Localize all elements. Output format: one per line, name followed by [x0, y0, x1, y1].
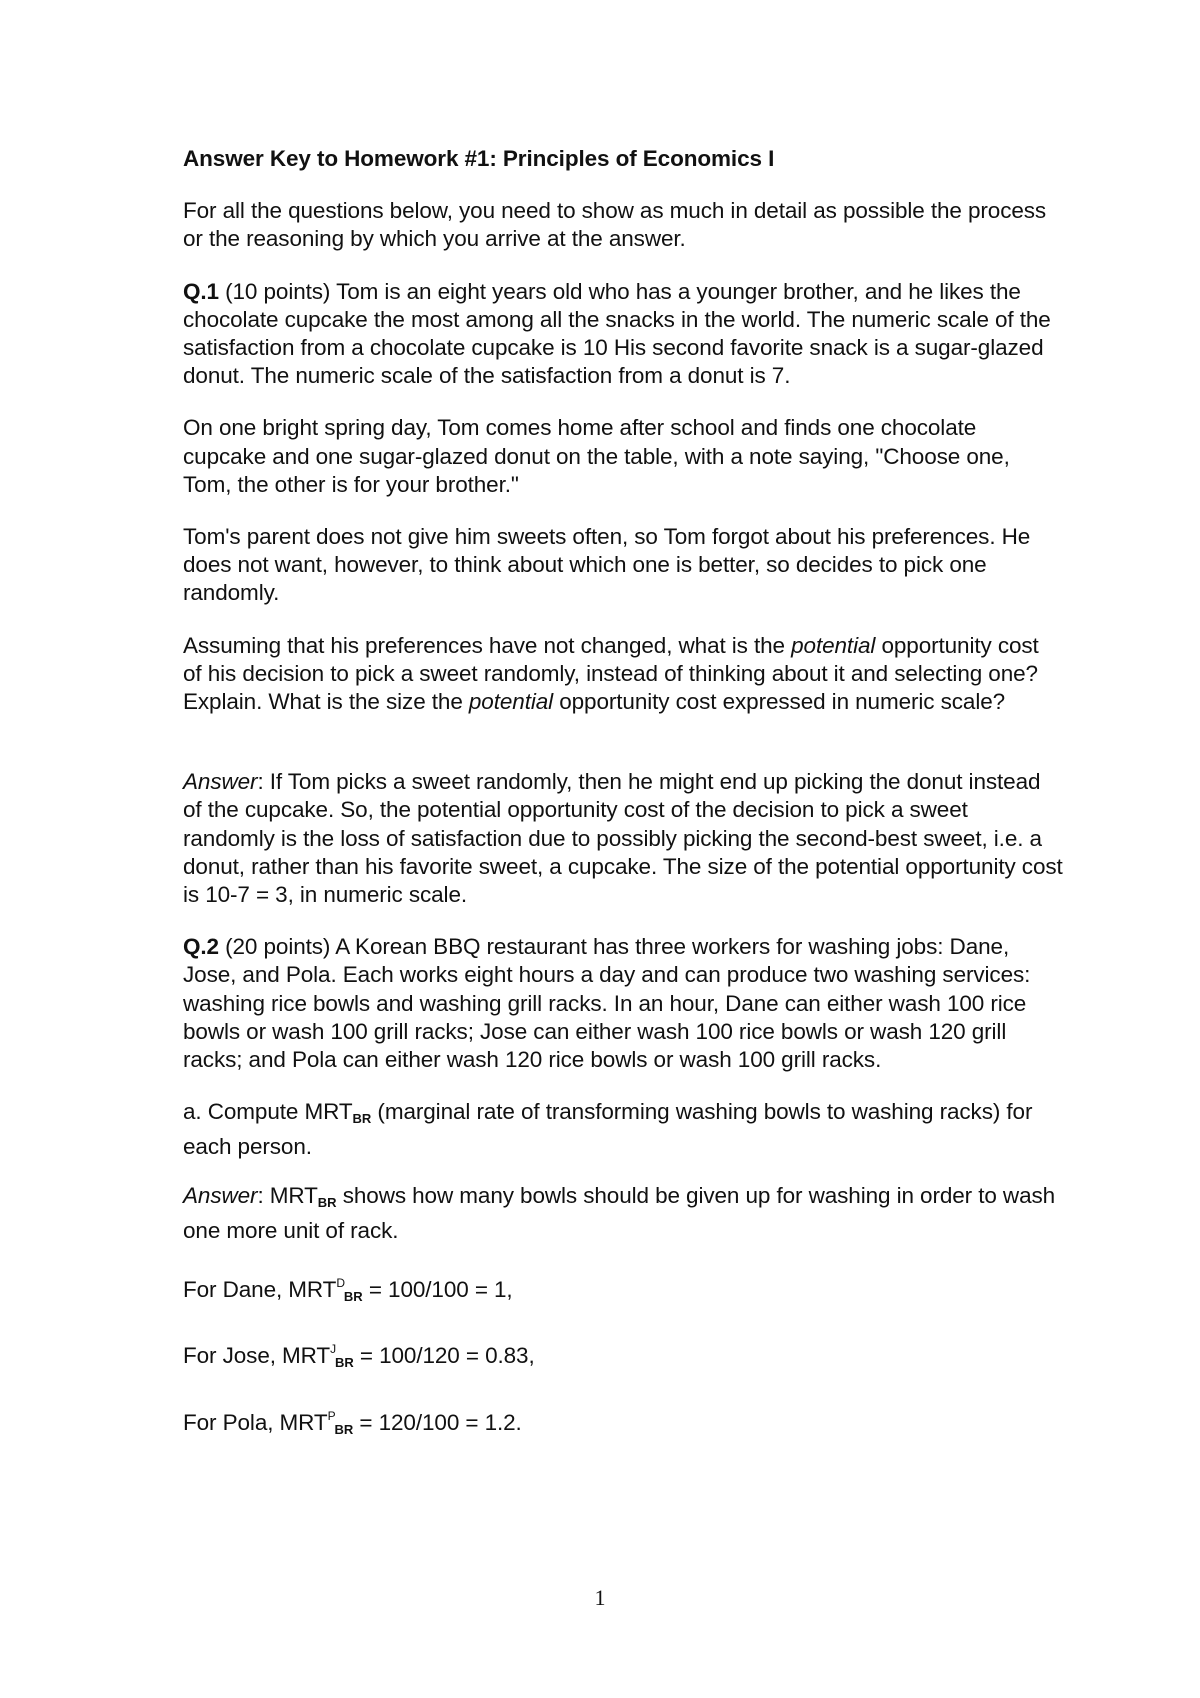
- q2-question: [183, 933, 1063, 1074]
- q2-answer-label: Answer: [183, 1182, 258, 1208]
- q1-label: Q.1: [183, 278, 219, 304]
- q1-p4-text-c: opportunity cost expressed in numeric scale?: [553, 689, 1006, 715]
- mrt-superscript: J: [330, 1342, 336, 1357]
- document-title: Answer Key to Homework #1: Principles of Economics I: [183, 146, 775, 171]
- instructions-paragraph: For all the questions below, you need to show as much in detail as possible the process or the reasoning by which you arrive at the answer.: [183, 198, 1047, 252]
- q2-answer: [183, 1182, 1063, 1245]
- mrt-jose-value: = 100/120 = 0.83,: [353, 1343, 535, 1369]
- q1-paragraph-3: Tom's parent does not give him sweets often, so Tom forgot about his preferences. He does not want, however, to think about which one is better, so decides to pick one randomly.: [183, 524, 1031, 606]
- page-content: [183, 145, 1063, 1444]
- q2-label: Q.2: [183, 934, 219, 960]
- mrt-subscript: BR: [334, 1355, 354, 1371]
- q1-answer: [183, 768, 1063, 909]
- mrt-superscript: D: [336, 1276, 345, 1291]
- q1-answer-text: : If Tom picks a sweet randomly, then he might end up picking the donut instead of the cupcake. So, the potential opportunity cost of the decision to pick a sweet randomly is the loss of satisfaction due to possibly picking the second-best sweet, i.e. a donut, rather than his favorite sweet, a cupcake. The size of the potential opportunity cost is 10-7 = 3, in numeric scale.: [183, 769, 1063, 908]
- q1-points: (10 points): [218, 278, 331, 304]
- q2-answer-suffix: shows how many bowls should be given up for washing in order to wash one more unit of rack.: [183, 1182, 1056, 1243]
- mrt-pola-value: = 120/100 = 1.2.: [353, 1409, 522, 1435]
- q1-p4-emphasis-2: potential: [468, 689, 554, 715]
- q1-p4-emphasis-1: potential: [791, 632, 876, 658]
- mrt-dane-line: [183, 1269, 1063, 1311]
- q2-part-a-suffix: (marginal rate of transforming washing bowls to washing racks) for each person.: [183, 1099, 1033, 1160]
- mrt-dane-prefix: For Dane, MRT: [183, 1277, 337, 1303]
- q2-points: (20 points): [218, 934, 331, 960]
- q2-text: A Korean BBQ restaurant has three workers for washing jobs: Dane, Jose, and Pola. Each works eight hours a day and can produce two washing services: washing rice bowls and washing grill racks. In an hour, Dane can either wash 100 rice bowls or wash 100 grill racks; Jose can either wash 100 rice bowls or wash 120 grill racks; and Pola can either wash 120 rice bowls or wash 100 grill racks.: [183, 934, 1031, 1073]
- mrt-pola-line: [183, 1402, 1063, 1444]
- mrt-subscript: BR: [317, 1194, 337, 1210]
- q2-part-a: [183, 1098, 1063, 1161]
- page-number: 1: [594, 1585, 606, 1610]
- mrt-subscript: BR: [352, 1111, 372, 1127]
- mrt-dane-value: = 100/100 = 1,: [362, 1277, 513, 1303]
- q1-paragraph-2: On one bright spring day, Tom comes home after school and finds one chocolate cupcake and one sugar-glazed donut on the table, with a note saying, "Choose one, Tom, the other is for your brother.": [183, 415, 1010, 497]
- mrt-superscript: P: [327, 1408, 336, 1423]
- q1-paragraph-4: [183, 632, 1063, 717]
- mrt-subscript: BR: [334, 1421, 354, 1437]
- mrt-jose-prefix: For Jose, MRT: [183, 1343, 331, 1369]
- q1-p4-text-b: opportunity cost of his decision to pick a sweet randomly, instead of thinking about it and selecting one? Explain. What is the size the: [183, 632, 1039, 715]
- mrt-jose-line: [183, 1335, 1063, 1377]
- mrt-subscript: BR: [343, 1289, 363, 1305]
- q1-p4-text-a: Assuming that his preferences have not changed, what is the: [183, 632, 792, 658]
- q2-part-a-prefix: a. Compute MRT: [183, 1099, 353, 1125]
- q2-answer-prefix: : MRT: [257, 1182, 318, 1208]
- q1-answer-label: Answer: [183, 769, 258, 795]
- q1-text: Tom is an eight years old who has a younger brother, and he likes the chocolate cupcake the most among all the snacks in the world. The numeric scale of the satisfaction from a chocolate cupcake is 10 His second favorite snack is a sugar-glazed donut. The numeric scale of the satisfaction from a donut is 7.: [183, 278, 1051, 389]
- mrt-pola-prefix: For Pola, MRT: [183, 1409, 328, 1435]
- q1-question: [183, 278, 1063, 391]
